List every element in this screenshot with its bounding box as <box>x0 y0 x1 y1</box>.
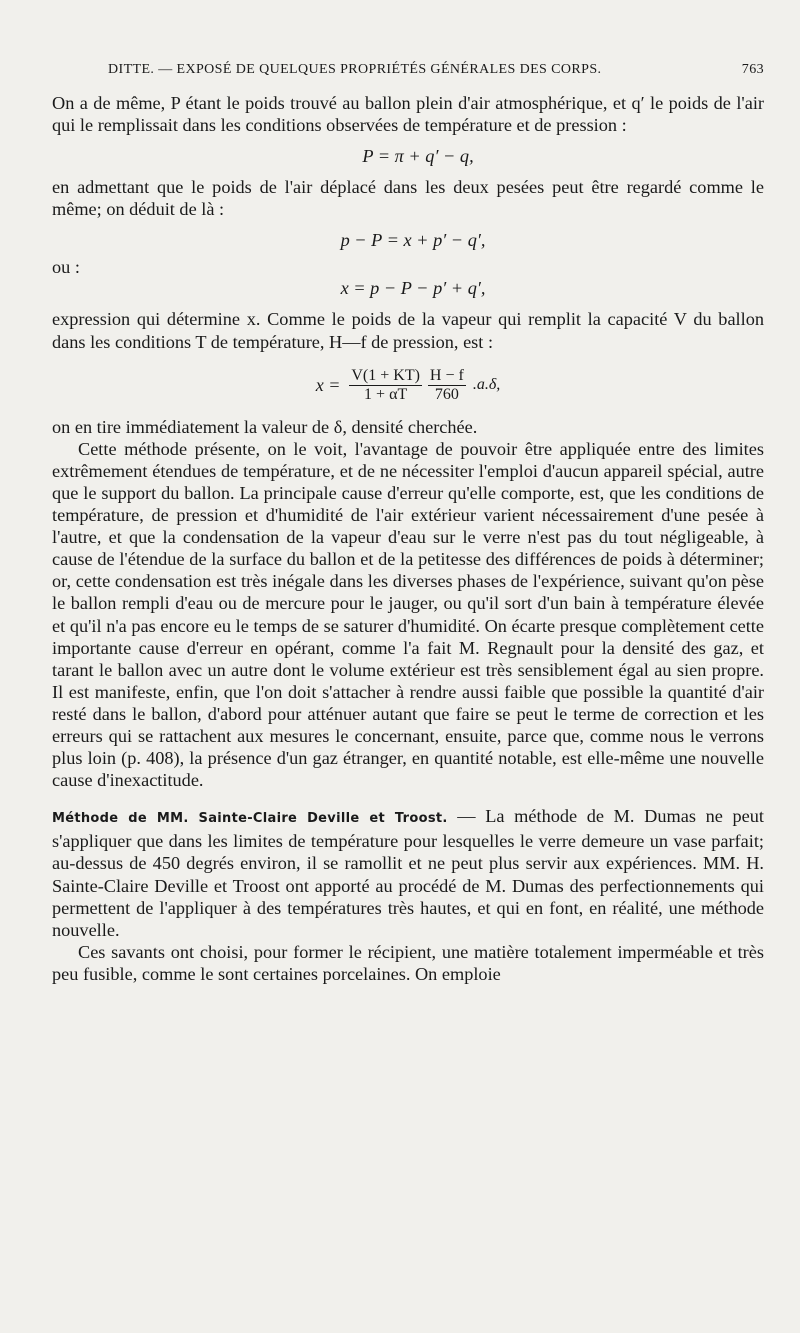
equation-2: p − P = x + p′ − q′, <box>340 230 486 251</box>
equation-4 <box>52 367 764 404</box>
section-gap <box>52 791 764 805</box>
fraction-2-denominator: 760 <box>434 385 459 403</box>
paragraph-3: expression qui détermine x. Comme le poids de la vapeur qui remplit la capacité V du ballon dans les conditions T de température, H—f de pression, est : <box>52 309 764 352</box>
equation-4-lhs: x = <box>315 375 341 396</box>
paragraph-2: en admettant que le poids de l'air déplacé dans les deux pesées peut être regardé comme le même; on déduit de là : <box>52 177 764 220</box>
running-header <box>108 62 764 78</box>
fraction-1-numerator: V(1 + KT) <box>351 366 420 384</box>
fraction-1 <box>349 367 422 404</box>
paragraph-5: Cette méthode présente, on le voit, l'avantage de pouvoir être appliquée entre des limites extrêmement étendues de température, et de ne nécessiter l'emploi d'aucun appareil spécial, autre que le support du ballon. La principale cause d'erreur qu'elle comporte, est, que les conditions de température, de pression et d'humidité de l'air extérieur varient nécessairement d'une pesée à l'autre, et que la condensation de la vapeur d'eau sur le verre n'est pas du tout négligeable, à cause de l'étendue de la surface du ballon et de la petitesse des différences de poids à déterminer; or, cette condensation est très inégale dans les diverses phases de l'expérience, suivant qu'on pèse le ballon rempli d'eau ou de mercure pour le jauger, ou qu'il sort d'un bain à température élevée et qu'il n'a pas encore eu le temps de se saturer d'humidité. On écarte presque complètement cette importante cause d'erreur en opérant, comme l'a fait M. Regnault pour la densité des gaz, et tarant le ballon avec un autre dont le volume extérieur est très sensiblement égal au sien propre. Il est manifeste, enfin, que l'on doit s'attacher à rendre aussi faible que possible la quantité d'air resté dans le ballon, d'abord pour atténuer autant que faire se peut le terme de correction et les erreurs qui se rattachent aux mesures le concernant, ensuite, parce que, comme nous le verrons plus loin (p. 408), la présence d'un gaz étranger, en quantité notable, est elle-même une nouvelle cause d'inexactitude. <box>52 438 764 791</box>
section-title: Méthode de MM. Sainte-Claire Deville et Troost. <box>52 811 448 827</box>
page-number: 763 <box>741 62 764 77</box>
paragraph-1: On a de même, P étant le poids trouvé au ballon plein d'air atmosphérique, et q′ le poids de l'air qui le remplissait dans les conditions observées de température et de pression : <box>52 93 764 136</box>
equation-4-tail: .a.δ, <box>472 376 501 394</box>
paragraph-6 <box>52 805 764 941</box>
word-ou: ou : <box>52 257 80 278</box>
text-body <box>52 92 764 985</box>
equation-1: P = π + q′ − q, <box>362 146 474 167</box>
fraction-2 <box>428 367 466 404</box>
paragraph-7: Ces savants ont choisi, pour former le récipient, une matière totalement imperméable et très peu fusible, comme le sont certaines porcelaines. On emploie <box>52 941 764 984</box>
running-title: DITTE. — EXPOSÉ DE QUELQUES PROPRIÉTÉS GÉNÉRALES DES CORPS. <box>108 62 602 77</box>
paragraph-4: on en tire immédiatement la valeur de δ, densité cherchée. <box>52 416 478 437</box>
fraction-2-numerator: H − f <box>429 366 464 384</box>
fraction-1-denominator: 1 + αT <box>364 385 408 403</box>
equation-3: x = p − P − p′ + q′, <box>340 278 486 299</box>
paragraph-6-text: — La méthode de M. Dumas ne peut s'appliquer que dans les limites de température pour lesquelles le verre demeure un vase parfait; au-dessus de 450 degrés environ, il se ramollit et ne peut plus servir aux expériences. MM. H. Sainte-Claire Deville et Troost ont apporté au procédé de M. Dumas des perfectionnements qui permettent de l'appliquer à des températures très hautes, et qui en font, en réalité, une méthode nouvelle. <box>52 806 764 940</box>
